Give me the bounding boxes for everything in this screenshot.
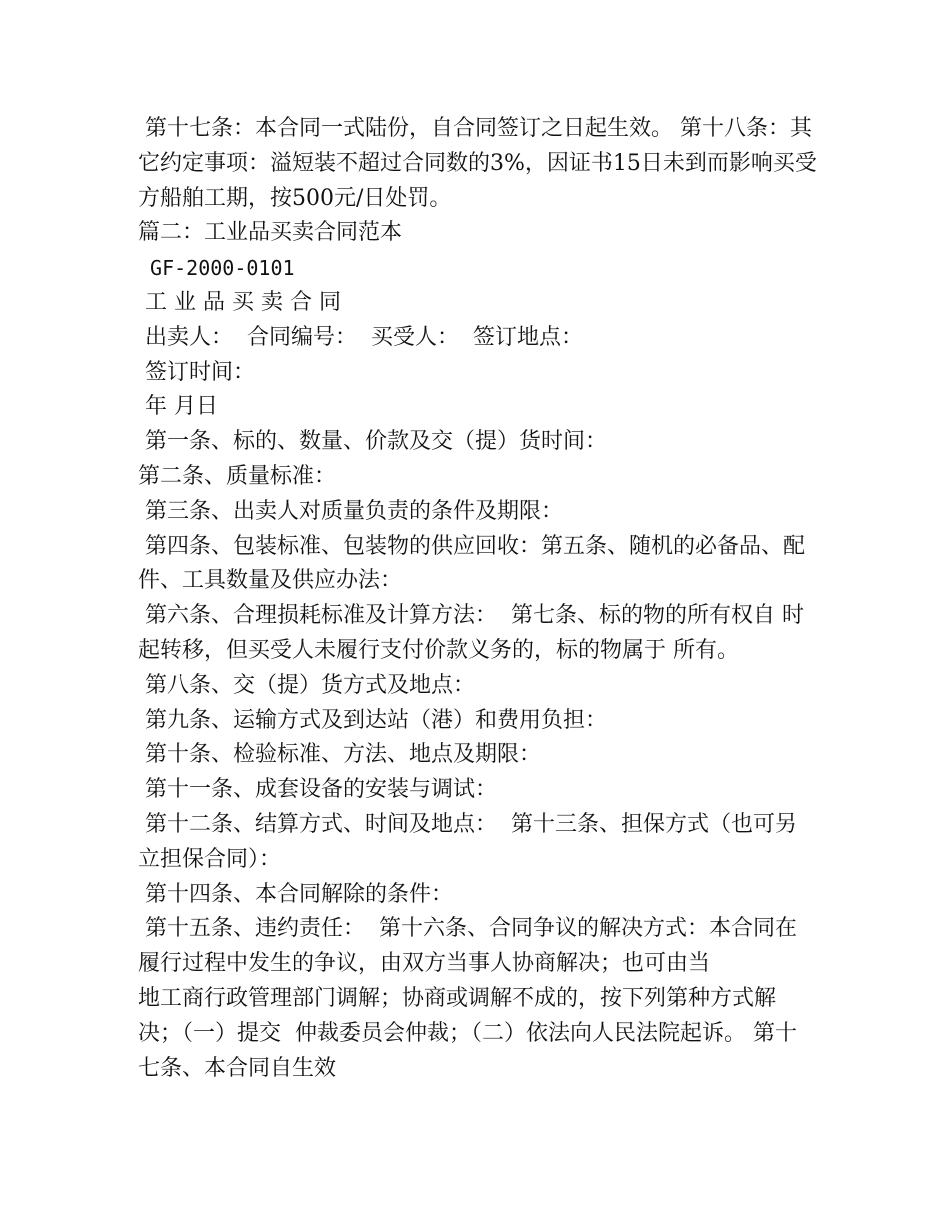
article-3: 第三条、出卖人对质量负责的条件及期限： [138, 498, 564, 524]
form-code: GF-2000-0101 [138, 256, 295, 281]
article-9: 第九条、运输方式及到达站（港）和费用负担： [138, 707, 608, 733]
article-1: 第一条、标的、数量、价款及交（提）货时间： [138, 429, 608, 455]
article-15-16: 第十五条、违约责任： 第十六条、合同争议的解决方式：本合同在履行过程中发生的争议，由双方当事人协商解决；也可由当 [138, 916, 797, 977]
article-11: 第十一条、成套设备的安装与调试： [138, 777, 498, 803]
signing-time-label: 签订时间： [138, 359, 256, 385]
article-12-13: 第十二条、结算方式、时间及地点： 第十三条、担保方式（也可另立担保合同）： [138, 811, 797, 872]
article-8: 第八条、交（提）货方式及地点： [138, 672, 476, 698]
paragraph-article-17-18: 第十七条：本合同一式陆份，自合同签订之日起生效。 第十八条：其它约定事项：溢短装不超过合同数的3%，因证书15日未到而影响买受方船舶工期，按500元/日处罚。 [138, 116, 817, 211]
parties-line: 出卖人： 合同编号： 买受人： 签订地点： [138, 324, 583, 350]
article-4-5: 第四条、包装标准、包装物的供应回收：第五条、随机的必备品、配件、工具数量及供应办法： [138, 533, 806, 594]
contract-body [138, 112, 818, 1086]
article-2: 第二条、质量标准： [138, 463, 337, 489]
date-line: 年 月日 [138, 394, 218, 420]
article-16-continued: 地工商行政管理部门调解；协商或调解不成的，按下列第种方式解决；（一）提交 仲裁委员会仲裁；（二）依法向人民法院起诉。 第十七条、本合同自生效 [138, 985, 797, 1081]
article-10: 第十条、检验标准、方法、地点及期限： [138, 742, 542, 768]
article-6-7: 第六条、合理损耗标准及计算方法： 第七条、标的物的所有权自 时起转移，但买受人未履行支付价款义务的，标的物属于 所有。 [138, 603, 804, 663]
article-14: 第十四条、本合同解除的条件： [138, 881, 454, 907]
contract-title: 工 业 品 买 卖 合 同 [138, 289, 341, 315]
section-heading: 篇二：工业品买卖合同范本 [138, 220, 403, 246]
